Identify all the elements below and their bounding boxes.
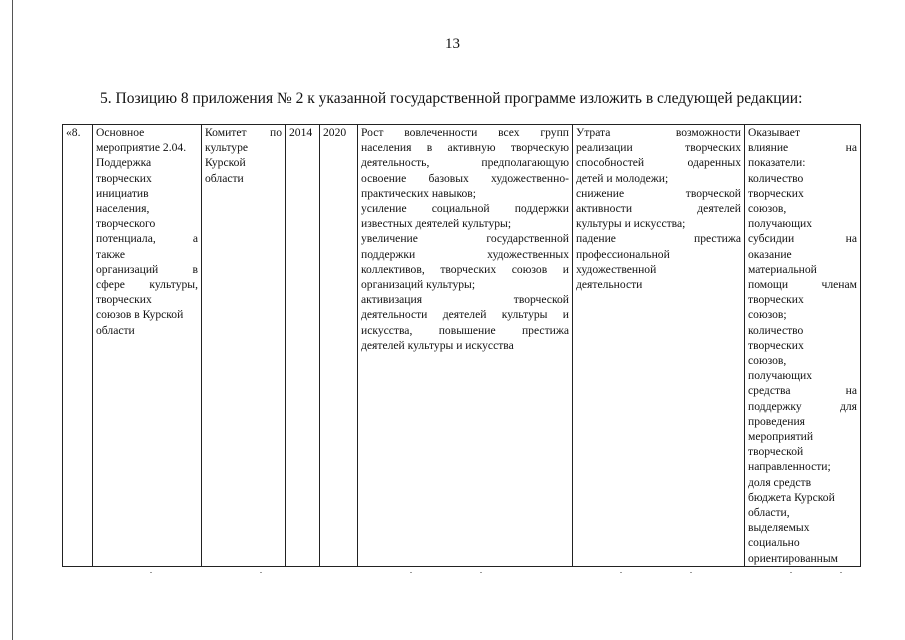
text-line: падение престижа xyxy=(576,232,741,246)
text-line: активизация творческой xyxy=(361,293,569,307)
text-line: Курской xyxy=(205,156,246,170)
text-line: деятельности xyxy=(576,278,643,292)
text-line: деятельности деятелей культуры и xyxy=(361,308,569,322)
table-row xyxy=(63,125,861,567)
text-line: средства на xyxy=(748,384,857,398)
end-year: 2020 xyxy=(323,126,347,139)
text-line: проведения xyxy=(748,414,805,428)
cell-expected-result xyxy=(358,125,573,567)
text-line: реализации творческих xyxy=(576,141,741,155)
text-line: области xyxy=(96,323,135,337)
page-number: 13 xyxy=(445,36,460,52)
cell-event xyxy=(93,125,202,567)
text-line: поддержку для xyxy=(748,399,857,413)
cell-end-year xyxy=(320,125,358,567)
text-line: потенциала, а xyxy=(96,232,198,246)
text-line: искусства, повышение престижа xyxy=(361,323,569,337)
text-line: материальной xyxy=(748,262,817,276)
scan-speck xyxy=(480,572,482,573)
text-line: количество xyxy=(748,171,804,185)
related-indicators xyxy=(748,125,857,566)
text-line: творческих xyxy=(96,171,152,185)
text-line: Рост вовлеченности всех групп xyxy=(361,126,569,139)
text-line: организаций в xyxy=(96,262,198,276)
text-line: организаций культуры; xyxy=(361,278,476,292)
text-line: творческого xyxy=(96,217,156,231)
scan-speck xyxy=(790,572,792,573)
text-line: профессиональной xyxy=(576,247,670,261)
text-line: Основное xyxy=(96,126,145,139)
text-line: способностей одаренных xyxy=(576,156,741,170)
text-line: союзов; xyxy=(748,308,787,322)
text-line: известных деятелей культуры; xyxy=(361,217,512,231)
program-table xyxy=(62,124,861,567)
row-number: «8. xyxy=(66,126,81,139)
non-implementation-consequences xyxy=(576,125,741,292)
text-line: количество xyxy=(748,323,804,337)
text-line: увеличение государственной xyxy=(361,232,569,246)
text-line: ориентированным xyxy=(748,551,839,565)
text-line: получающих xyxy=(748,217,812,231)
text-line: снижение творческой xyxy=(576,186,741,200)
text-line: населения в активную творческую xyxy=(361,141,569,155)
cell-start-year xyxy=(286,125,320,567)
text-line: деятелей культуры и искусства xyxy=(361,338,514,352)
text-line: инициатив xyxy=(96,186,149,200)
text-line: практических навыков; xyxy=(361,186,476,200)
text-line: области xyxy=(205,171,244,185)
text-line: оказание xyxy=(748,247,792,261)
text-line: детей и молодежи; xyxy=(576,171,669,185)
text-line: помощи членам xyxy=(748,278,857,292)
text-line: показатели: xyxy=(748,156,806,170)
text-line: Поддержка xyxy=(96,156,152,170)
scan-speck xyxy=(150,572,152,573)
text-line: получающих xyxy=(748,369,812,383)
text-line: союзов, xyxy=(748,354,787,368)
cell-executor xyxy=(202,125,286,567)
text-line: деятельность, предполагающую xyxy=(361,156,569,170)
text-line: влияние на xyxy=(748,141,857,155)
text-line: сфере культуры, xyxy=(96,278,198,292)
text-line: активности деятелей xyxy=(576,202,741,216)
expected-result xyxy=(361,125,569,353)
text-line: союзов, xyxy=(748,202,787,216)
text-line: поддержки художественных xyxy=(361,247,569,261)
cell-consequences xyxy=(573,125,745,567)
amendment-instruction: 5. Позицию 8 приложения № 2 к указанной государственной программе изложить в следующей редакции: xyxy=(100,90,803,107)
text-line: Комитет по xyxy=(205,126,282,139)
text-line: направленности; xyxy=(748,460,831,474)
scan-speck xyxy=(260,572,262,573)
text-line: творческих xyxy=(748,338,804,352)
scan-speck xyxy=(840,572,842,573)
text-line: усиление социальной поддержки xyxy=(361,202,569,216)
responsible-executor xyxy=(205,125,282,186)
start-year: 2014 xyxy=(289,126,313,139)
text-line: Оказывает xyxy=(748,126,801,139)
text-line: культуре xyxy=(205,141,249,155)
page-margin-line xyxy=(12,0,13,640)
cell-indicators xyxy=(745,125,861,567)
text-line: творческих xyxy=(96,293,152,307)
text-line: художественной xyxy=(576,262,657,276)
text-line: творческих xyxy=(748,293,804,307)
text-line: мероприятий xyxy=(748,430,814,444)
cell-number xyxy=(63,125,93,567)
text-line: Утрата возможности xyxy=(576,126,741,139)
scan-speck xyxy=(410,572,412,573)
scan-speck xyxy=(620,572,622,573)
event-name xyxy=(96,125,198,338)
text-line: населения, xyxy=(96,202,150,216)
scan-artifacts xyxy=(150,572,850,573)
text-line: выделяемых xyxy=(748,521,810,535)
scan-speck xyxy=(690,572,692,573)
text-line: коллективов, творческих союзов и xyxy=(361,262,569,276)
text-line: доля средств xyxy=(748,475,812,489)
text-line: области, xyxy=(748,506,790,520)
text-line: субсидии на xyxy=(748,232,857,246)
text-line: также xyxy=(96,247,125,261)
text-line: творческих xyxy=(748,186,804,200)
text-line: союзов в Курской xyxy=(96,308,184,322)
text-line: культуры и искусства; xyxy=(576,217,686,231)
text-line: освоение базовых художественно- xyxy=(361,171,569,185)
text-line: мероприятие 2.04. xyxy=(96,141,187,155)
text-line: бюджета Курской xyxy=(748,490,835,504)
text-line: творческой xyxy=(748,445,804,459)
text-line: социально xyxy=(748,536,800,550)
